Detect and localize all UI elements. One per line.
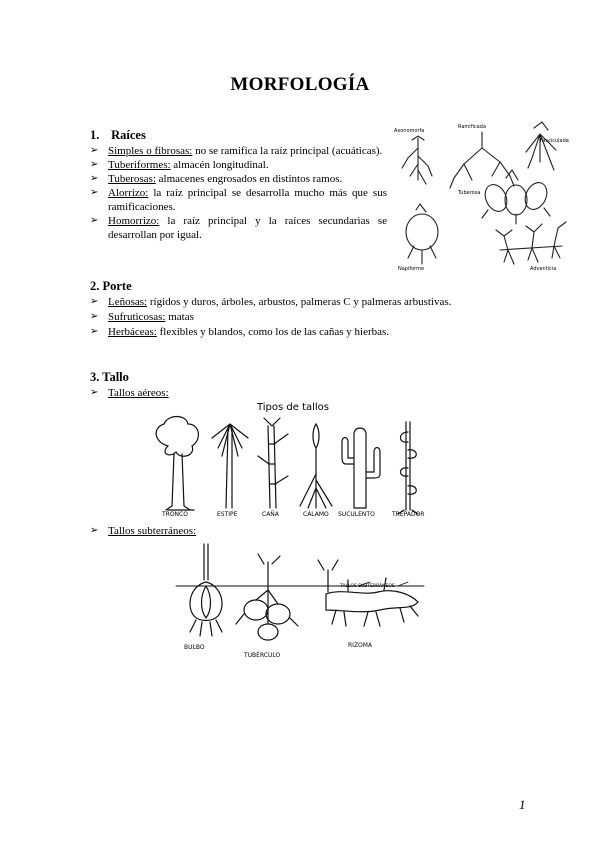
list-item: [90, 310, 490, 324]
item-term: Simples o fibrosas:: [108, 145, 193, 157]
item-term: Tallos subterráneos:: [108, 525, 197, 537]
root-label: Fasciculada: [540, 138, 569, 144]
porte-list: [90, 295, 490, 339]
bullet-arrow-icon: ➢: [90, 159, 99, 170]
stem-label: CAÑA: [262, 511, 279, 518]
stem-label: RIZOMA: [348, 642, 373, 649]
root-label: Ramificada: [458, 124, 486, 130]
stem-label: BULBO: [184, 644, 205, 651]
bullet-arrow-icon: ➢: [90, 311, 99, 322]
raices-list: [90, 144, 387, 242]
item-term: Herbáceas:: [108, 326, 157, 338]
root-label: Napiforme: [398, 266, 425, 272]
tallo-subterraneos-list: [90, 524, 290, 538]
item-text: almacén longitudinal.: [170, 159, 269, 171]
item-term: Sufruticosas:: [108, 311, 166, 323]
list-item: [90, 524, 290, 538]
stem-label: TALLOS SUBTERRÁNEOS: [340, 584, 395, 589]
item-text: almacenes engrosados en distintos ramos.: [155, 173, 343, 185]
root-label: Axonomorfa: [394, 128, 425, 134]
figure-title: Tipos de tallos: [256, 402, 330, 413]
tallo-aereos-list: [90, 386, 290, 400]
item-text: la raíz principal y la raíces secundarias se desarrollan por igual.: [108, 215, 387, 241]
list-item: [90, 186, 387, 214]
item-term: Alorrizo:: [108, 187, 149, 199]
stem-label: TREPADOR: [392, 511, 425, 518]
stem-label: ESTIPE: [217, 511, 238, 518]
list-item: [90, 172, 387, 186]
stem-label: SUCULENTO: [338, 511, 375, 518]
list-item: [90, 386, 290, 400]
item-text: no se ramifica la raíz principal (acuáticas).: [192, 145, 383, 157]
item-term: Tuberiformes:: [108, 159, 171, 171]
bullet-arrow-icon: ➢: [90, 387, 99, 398]
item-text: rígidos y duros, árboles, arbustos, palmeras C y palmeras arbustivas.: [147, 296, 452, 308]
bullet-arrow-icon: ➢: [90, 187, 99, 198]
item-term: Tuberosas:: [108, 173, 156, 185]
list-item: [90, 325, 490, 339]
list-item: [90, 144, 387, 158]
stem-label: TUBÉRCULO: [244, 652, 281, 659]
underground-stems-illustration: [172, 540, 430, 658]
page-title: MORFOLOGÍA: [230, 74, 370, 95]
root-label: Adventicia: [530, 266, 557, 272]
section-number: 1.: [90, 128, 100, 142]
section-heading-tallo: 3. Tallo: [90, 370, 129, 384]
roots-illustration: [392, 118, 570, 272]
stem-label: CÁLAMO: [303, 511, 329, 518]
item-term: Leñosas:: [108, 296, 148, 308]
bullet-arrow-icon: ➢: [90, 326, 99, 337]
bullet-arrow-icon: ➢: [90, 525, 99, 536]
bullet-arrow-icon: ➢: [90, 296, 99, 307]
list-item: [90, 295, 490, 309]
item-text: flexibles y blandos, como los de las cañas y hierbas.: [156, 326, 390, 338]
bullet-arrow-icon: ➢: [90, 215, 99, 226]
item-text: la raíz principal se desarrolla mucho más que sus ramificaciones.: [108, 187, 387, 213]
list-item: [90, 214, 387, 242]
item-term: Homorrizo:: [108, 215, 160, 227]
item-text: matas: [165, 311, 194, 323]
list-item: [90, 158, 387, 172]
bullet-arrow-icon: ➢: [90, 145, 99, 156]
section-heading-porte: 2. Porte: [90, 279, 132, 293]
page-number: 1: [519, 797, 526, 812]
stem-label: TRONCO: [162, 511, 188, 518]
bullet-arrow-icon: ➢: [90, 173, 99, 184]
root-label: Tuberosa: [458, 190, 481, 196]
item-term: Tallos aéreos:: [108, 387, 169, 399]
section-title: Raíces: [111, 128, 146, 142]
section-heading-raices: [90, 128, 146, 143]
